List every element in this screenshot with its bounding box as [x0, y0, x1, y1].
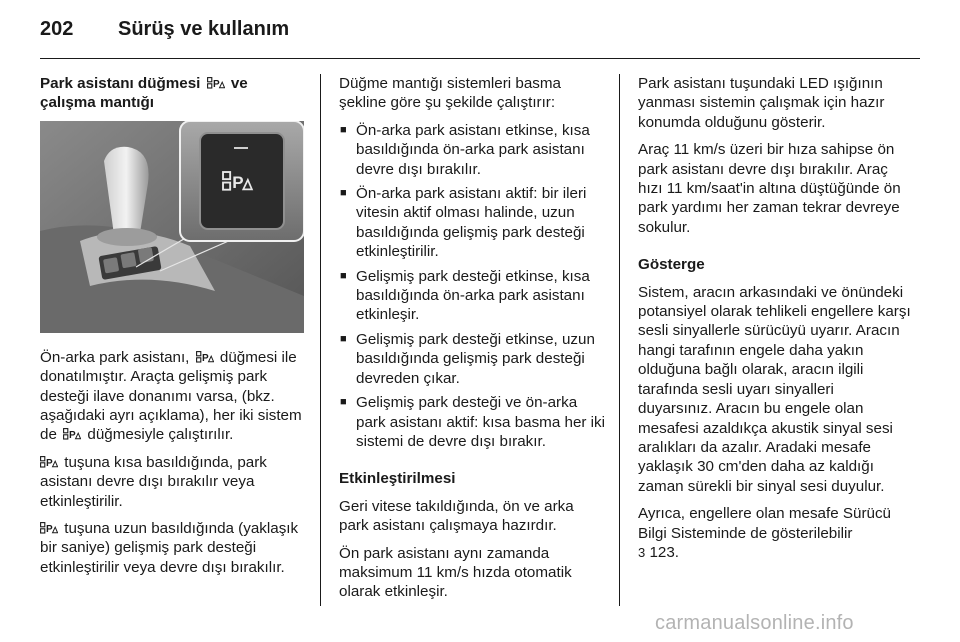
section-heading: [40, 74, 306, 113]
page-number: 202: [40, 18, 74, 40]
p1-text-a: Ön-arka park asistanı,: [40, 348, 190, 366]
paragraph-intro: [40, 348, 306, 445]
heading-text-b: ve çalışma mantığı: [40, 75, 248, 112]
subheading-indicator: Gösterge: [638, 256, 705, 274]
p2-text: tuşuna kısa basıldığında, park asistanı devre dışı bırakılır veya etkinleştirilir.: [40, 453, 267, 510]
column-divider-1: [320, 74, 321, 606]
dic-text: Ayrıca, engellere olan mesafe Sürücü Bilgi Sisteminde de gösterilebilir: [638, 505, 891, 542]
watermark: carmanualsonline.info: [655, 612, 854, 634]
paragraph-activation-2: Ön park asistanı aynı zamanda maksimum 11 km/s hızda otomatik olarak etkinleşir.: [339, 544, 572, 601]
paragraph-long-press: [40, 519, 306, 577]
list-item: ■ Gelişmiş park desteği ve ön-arka park asistanı aktif: kısa basma her iki sistemi de devre dışı bırakır.: [339, 393, 607, 451]
p1-text-b: düğmesi ile donatılmıştır. Araçta gelişmiş park desteği ilave donanımı varsa, (bkz. aşağıdaki ayrı açıklama), her iki sistem de: [40, 348, 302, 444]
column-divider-2: [619, 74, 620, 606]
paragraph-speed: Araç 11 km/s üzeri bir hıza sahipse ön park asistanı devre dışı bırakılır. Araç hızı 11 km/saat'in altına düştüğünde ön park yardımı her zaman tekrar devreye sokulur.: [638, 141, 901, 236]
heading-text-a: Park asistanı düğmesi: [40, 75, 201, 92]
column-3: [638, 74, 912, 570]
park-assist-icon: [40, 456, 58, 468]
list-item: ■ Ön-arka park asistanı etkinse, kısa basıldığında ön-arka park asistanı devre dışı bırakılır.: [339, 121, 607, 179]
paragraph-logic-intro: Düğme mantığı sistemleri basma şekline göre şu şekilde çalıştırır:: [339, 75, 561, 112]
paragraph-activation-1: Geri vitese takıldığında, ön ve arka park asistanı çalışmaya hazırdır.: [339, 497, 574, 535]
paragraph-dic: [638, 504, 912, 562]
column-1: [40, 74, 306, 585]
header-rule: [40, 58, 920, 59]
page-header: [40, 18, 289, 48]
park-assist-button-photo: [40, 121, 304, 333]
p3-text: tuşuna uzun basıldığında (yaklaşık bir saniye) gelişmiş park desteği etkinleştirilir veya devre dışı bırakılır.: [40, 520, 299, 576]
reference-arrow-icon: 3: [638, 544, 646, 560]
paragraph-led: Park asistanı tuşundaki LED ışığının yanması sistemin çalışmak için hazır konumda olduğunu gösterir.: [638, 75, 885, 131]
park-assist-icon: [40, 522, 58, 534]
subheading-activation: Etkinleştirilmesi: [339, 470, 456, 488]
paragraph-indicator: Sistem, aracın arkasındaki ve önündeki potansiyel olarak tehlikeli engellere karşı sesli sinyallerle sürücüyü uyarır. Aracın hangi tarafının engele daha yakın olduğuna bağlı olarak, aracın ilgili tarafında sesli uyarı sinyalleri duyarsınız. Aracın bu engele olan mesafesi azaldıkça akustik sinyal sesi aralıkları da azalır. Aradaki mesafe yaklaşık 30 cm'den daha az kaldığı zaman sürekli bir sinyal sesi duyulur.: [638, 283, 911, 495]
list-item: ■ Gelişmiş park desteği etkinse, kısa basıldığında ön-arka park asistanı etkinleşir.: [339, 267, 607, 325]
paragraph-short-press: [40, 453, 306, 511]
park-assist-icon: [63, 428, 81, 440]
column-2: [339, 74, 607, 610]
park-assist-icon: [207, 77, 225, 89]
park-assist-icon: [196, 351, 214, 363]
chapter-title: Sürüş ve kullanım: [118, 18, 290, 40]
p1-text-c: düğmesiyle çalıştırılır.: [87, 426, 234, 444]
list-item: ■ Ön-arka park asistanı aktif: bir ileri vitesin aktif olması halinde, uzun basıldığında gelişmiş park desteği etkinleştirilir.: [339, 184, 607, 262]
svg-text:P: P: [232, 172, 244, 192]
logic-bullet-list: [339, 121, 607, 452]
list-item: ■ Gelişmiş park desteği etkinse, uzun basıldığında gelişmiş park desteği devreden çıkar.: [339, 330, 607, 388]
page-reference-link[interactable]: 123.: [649, 543, 680, 561]
